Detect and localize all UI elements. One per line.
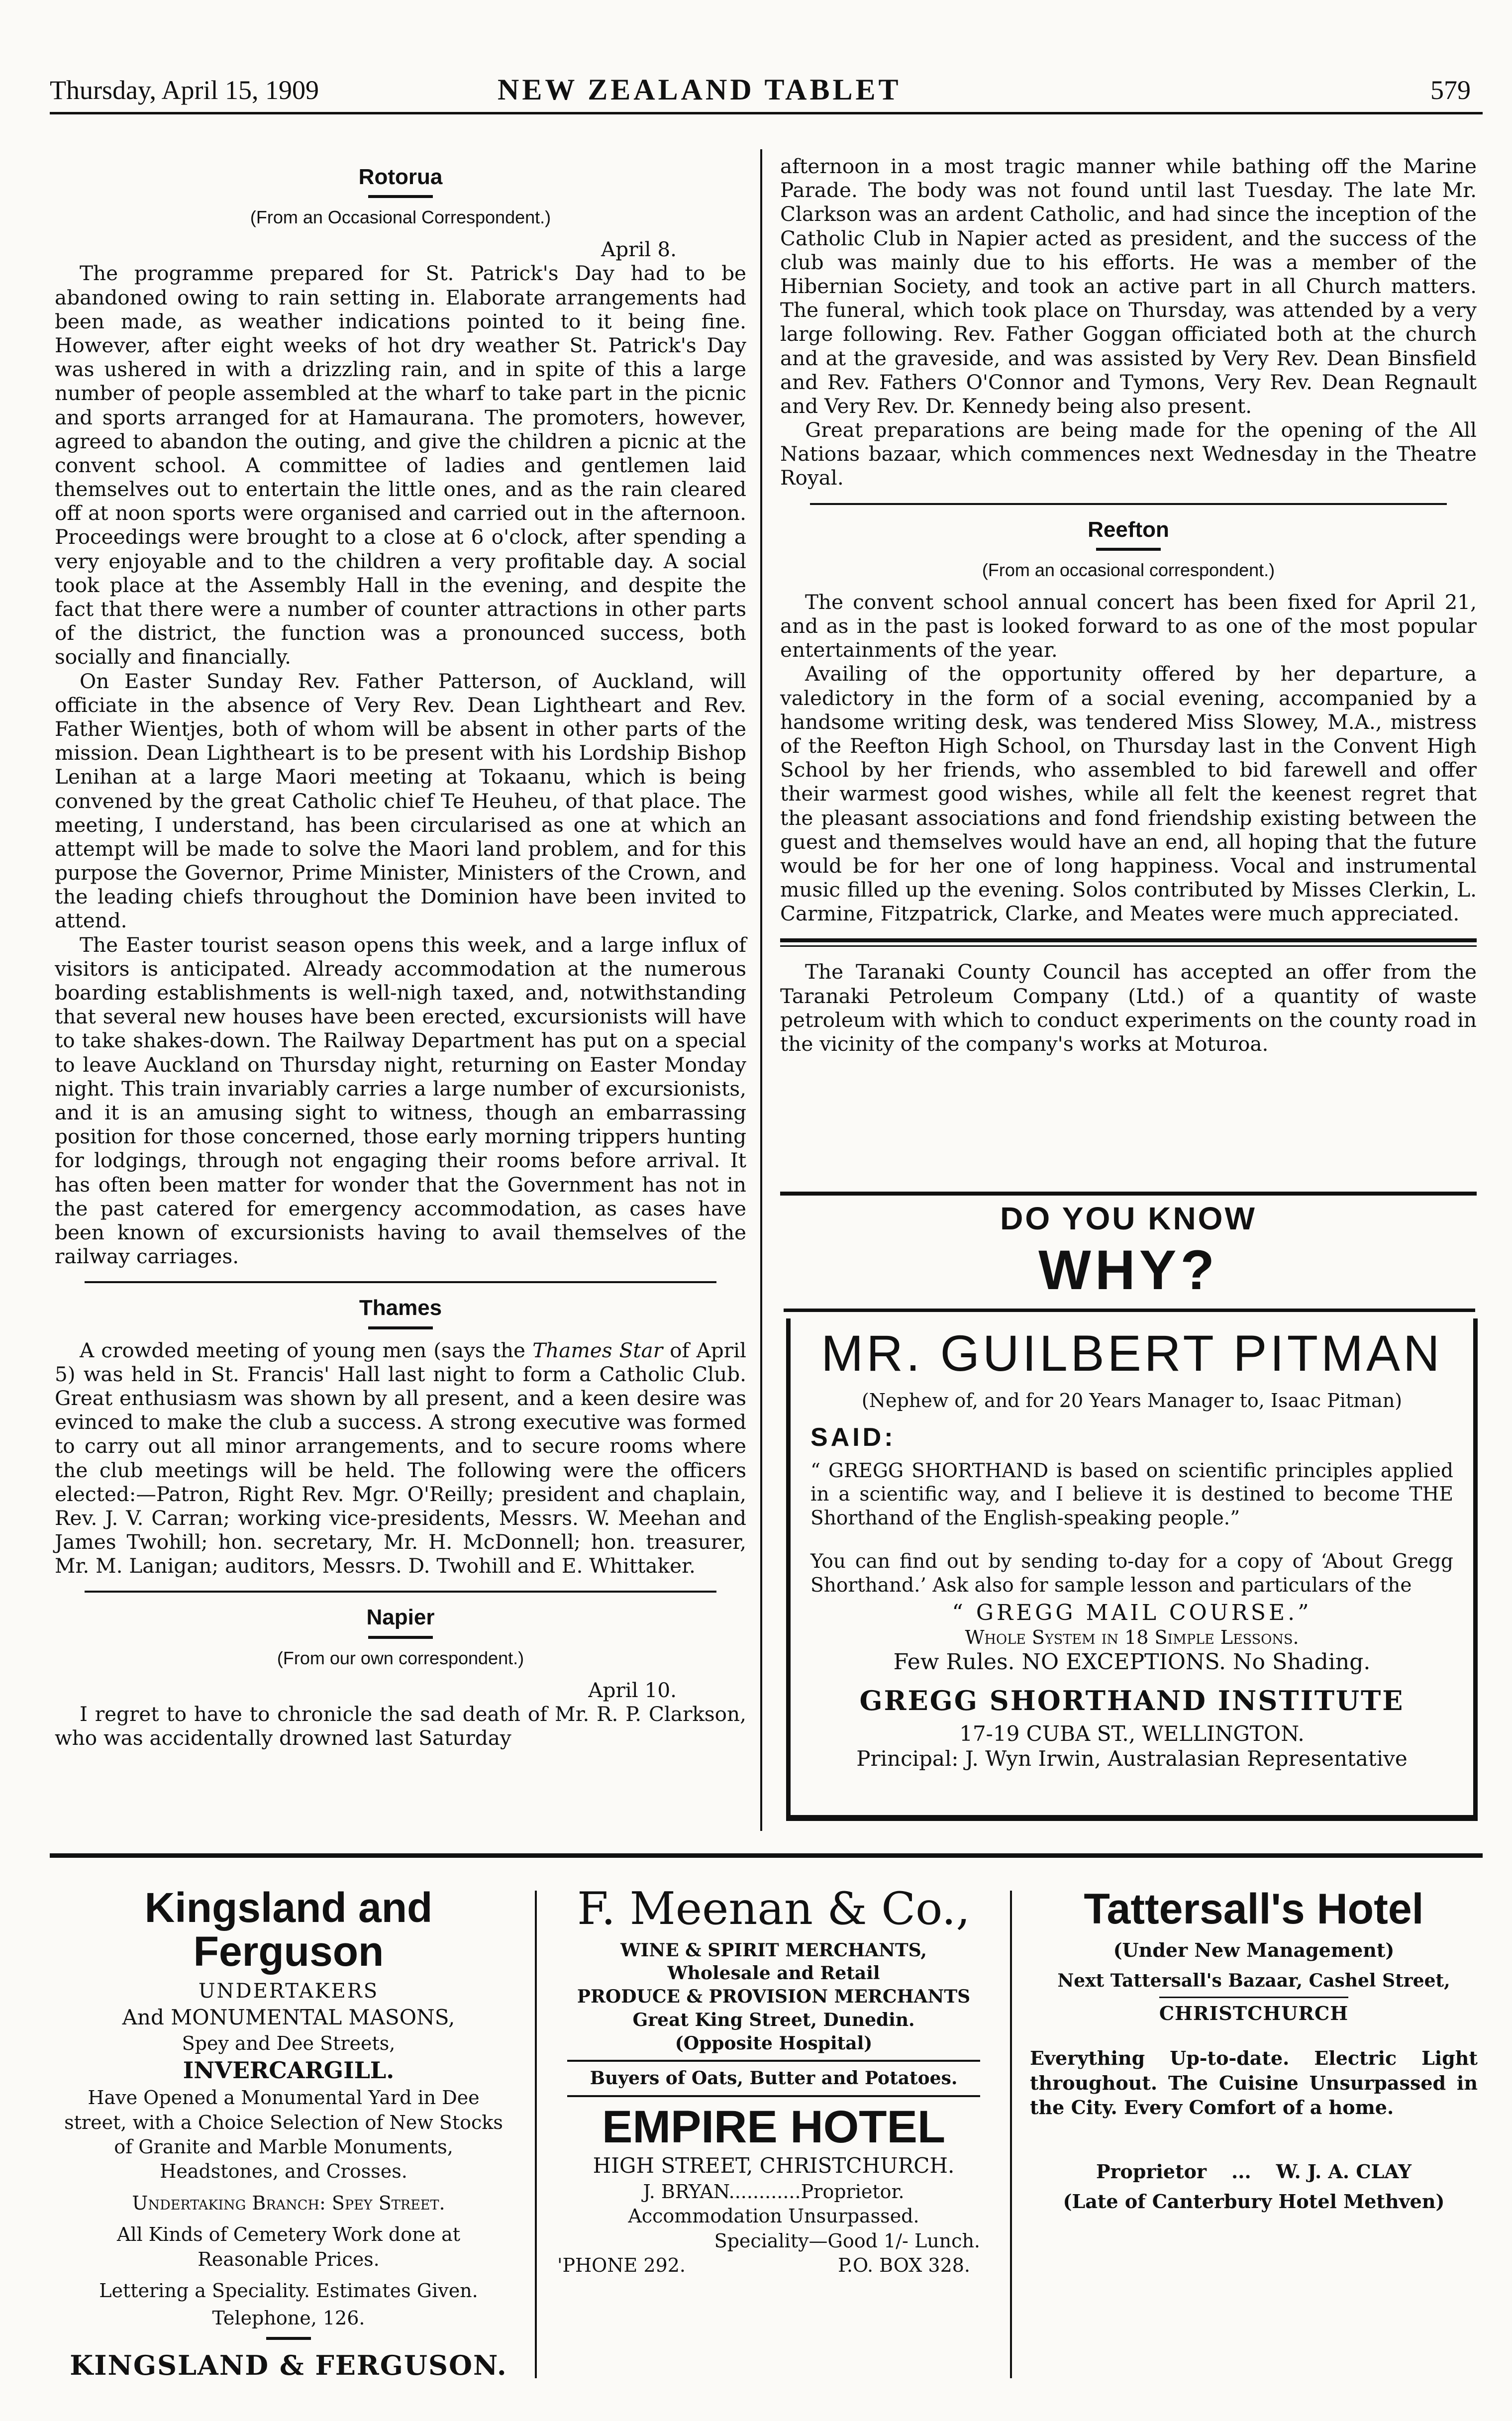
ads-top-rule bbox=[50, 1853, 1483, 1858]
kingsland-body: Have Opened a Monumental Yard in Dee street, with a Choice Selection of New Stocks of Granite and Marble Monuments, Headstones, and Crosses. bbox=[64, 2087, 503, 2183]
kingsland-rule bbox=[266, 2337, 311, 2340]
napier-paragraph-continued: afternoon in a most tragic manner while bathing off the Marine Parade. The body was not found until last Tuesday. The late Mr. Clarkson was an ardent Catholic, and had since the inception of the Catholic Club in Napier acted as president, and the success of the club was mainly due to his efforts. He was a member of the Hibernian Society, and took an active part in all Church matters. The funeral, which took place on Thursday, was attended by a very large following. Rev. Father Goggan officiated both at the church and at the graveside, and was assisted by Very Rev. Dean Binsfield and Rev. Fathers O'Connor and Tymons, Very Rev. Dean Regnault and Very Rev. Dr. Kennedy being also present. bbox=[780, 154, 1477, 418]
kingsland-masons: And MONUMENTAL MASONS, bbox=[122, 2005, 455, 2030]
institute-name: GREGG SHORTHAND INSTITUTE bbox=[859, 1684, 1405, 1716]
do-you-know: DO YOU KNOW bbox=[1000, 1201, 1257, 1236]
napier-source: (From our own correspondent.) bbox=[277, 1647, 524, 1668]
empire-street: HIGH STREET, CHRISTCHURCH. bbox=[593, 2153, 955, 2178]
tattersall-late: (Late of Canterbury Hotel Methven) bbox=[1063, 2190, 1445, 2213]
napier-heading: Napier bbox=[366, 1605, 435, 1630]
kingsland-undertakers: UNDERTAKERS bbox=[198, 1980, 379, 2003]
meenan-ad bbox=[547, 1883, 1000, 2278]
ad-top-rule bbox=[780, 1192, 1477, 1196]
empire-hotel-title: EMPIRE HOTEL bbox=[602, 2102, 946, 2153]
empire-contacts bbox=[547, 2253, 1000, 2278]
empire-phone: 'PHONE 292. bbox=[557, 2254, 686, 2277]
institute-principal: Principal: J. Wyn Irwin, Australasian Representative bbox=[856, 1746, 1408, 1771]
tattersall-management: (Under New Management) bbox=[1113, 1938, 1395, 1961]
ad-divider bbox=[535, 1891, 537, 2378]
pitman-said: SAID: bbox=[810, 1422, 896, 1452]
meenan-line: (Opposite Hospital) bbox=[675, 2032, 873, 2054]
section-separator bbox=[85, 1591, 716, 1593]
empire-accommodation: Accommodation Unsurpassed. bbox=[628, 2205, 919, 2227]
kingsland-footer: KINGSLAND & FERGUSON. bbox=[70, 2349, 507, 2381]
masthead-date: Thursday, April 15, 1909 bbox=[50, 75, 319, 105]
kingsland-cemetery: All Kinds of Cemetery Work done at Reasonable Prices. bbox=[116, 2223, 461, 2270]
kingsland-lettering: Lettering a Speciality. Estimates Given. bbox=[99, 2279, 478, 2302]
kingsland-branch: Undertaking Branch: Spey Street. bbox=[132, 2192, 445, 2214]
rotorua-paragraph: On Easter Sunday Rev. Father Patterson, of Auckland, will officiate in the absence of Very Rev. Dean Lightheart and Rev. Father Wientjes, both of whom will be absent in other parts of the mission. Dean Lightheart is to be present with his Lordship Bishop Lenihan at a large Maori meeting at Tokaanu, which is being convened by the great Catholic chief Te Heuheu, of that place. The meeting, I understand, has been circularised as one at which an attempt will be made to solve the Maori land problem, and for this purpose the Governor, Prime Minister, Ministers of the Crown, and the leading chiefs throughout the Dominion have been invited to attend. bbox=[55, 669, 746, 933]
institute-address: 17-19 CUBA ST., WELLINGTON. bbox=[959, 1721, 1305, 1746]
thames-text-end: of April 5) was held in St. Francis' Hall last night to form a Catholic Club. Great enthusiasm was shown by all present, and a keen desire was evinced to make the club a success. A strong executive was formed to carry out all minor arrangements, and to secure rooms where the club meetings will be held. The following were the officers elected:—Patron, Right Rev. Mgr. O'Reilly; president and chaplain, Rev. J. V. Carran; working vice-presidents, Messrs. W. Meehan and James Twohill; hon. secretary, Mr. H. McDonnell; hon. treasurer, Mr. M. Lanigan; auditors, Messrs. D. Twohill and E. Whittaker. bbox=[55, 1338, 746, 1578]
meenan-line: Buyers of Oats, Butter and Potatoes. bbox=[590, 2068, 958, 2089]
meenan-rule bbox=[567, 2060, 980, 2062]
whole-system: Whole System in 18 Simple Lessons. bbox=[965, 1626, 1299, 1649]
tattersall-dots: ... bbox=[1231, 2160, 1251, 2183]
meenan-line: Wholesale and Retail bbox=[667, 1963, 880, 1984]
thames-star-title: Thames Star bbox=[532, 1338, 663, 1362]
napier-paragraph: Great preparations are being made for the opening of the All Nations bazaar, which commences next Wednesday in the Theatre Royal. bbox=[780, 418, 1477, 490]
thames-heading: Thames bbox=[359, 1296, 442, 1320]
tattersall-body: Everything Up-to-date. Electric Light throughout. The Cuisine Unsurpassed in the City. Every Comfort of a home. bbox=[1030, 2047, 1478, 2118]
empire-proprietor: J. BRYAN............Proprietor. bbox=[643, 2181, 905, 2203]
left-column bbox=[55, 154, 746, 1750]
taranaki-paragraph: The Taranaki County Council has accepted an offer from the Taranaki Petroleum Company (Ltd.) of a quantity of waste petroleum with which to conduct experiments on the county road in the vicinity of the company's works at Moturoa. bbox=[780, 960, 1477, 1056]
reefton-heading: Reefton bbox=[1088, 517, 1169, 542]
rotorua-source: (From an Occasional Correspondent.) bbox=[250, 207, 551, 228]
meenan-title: F. Meenan & Co., bbox=[577, 1883, 970, 1935]
meenan-line: Great King Street, Dunedin. bbox=[632, 2009, 915, 2030]
kingsland-telephone: Telephone, 126. bbox=[212, 2307, 365, 2329]
thames-paragraph bbox=[55, 1338, 746, 1578]
kingsland-town: INVERCARGILL. bbox=[183, 2057, 395, 2084]
pitman-quote: “ GREGG SHORTHAND is based on scientific principles applied in a scientific way, and I believe it is destined to become THE Shorthand of the English-speaking people.” bbox=[810, 1459, 1453, 1529]
heading-rule bbox=[1096, 548, 1161, 551]
tattersalls-hotel-ad bbox=[1025, 1886, 1483, 2214]
kingsland-streets: Spey and Dee Streets, bbox=[182, 2032, 396, 2054]
reefton-source: (From an occasional correspondent.) bbox=[982, 559, 1275, 580]
mail-course: “ GREGG MAIL COURSE.” bbox=[952, 1600, 1312, 1626]
section-separator bbox=[85, 1281, 716, 1283]
tattersall-next: Next Tattersall's Bazaar, Cashel Street, bbox=[1057, 1970, 1450, 1991]
why-heading: WHY? bbox=[1038, 1239, 1218, 1301]
ad-rule bbox=[784, 1309, 1475, 1312]
rotorua-heading: Rotorua bbox=[358, 165, 443, 189]
rotorua-paragraph: The Easter tourist season opens this week, and a large influx of visitors is anticipated. Already accommodation at the numerous boarding establishments is well-nigh taxed, and, notwithstanding that several new houses have been erected, excursionists will have to take shakes-down. The Railway Department has put on a special to leave Auckland on Thursday night, returning on Easter Monday night. This train invariably carries a large number of excursionists, and it is an amusing sight to witness, though an embarrassing position for those concerned, those early morning trippers hunting for lodgings, through not engaging their rooms before arrival. It has often been matter for wonder that the Government has not in the past catered for emergency accommodation, as cases have been known of excursionists having to avail themselves of the railway carriages. bbox=[55, 932, 746, 1269]
meenan-line: PRODUCE & PROVISION MERCHANTS bbox=[577, 1986, 971, 2008]
meenan-line: WINE & SPIRIT MERCHANTS, bbox=[620, 1939, 927, 1961]
masthead-rule bbox=[50, 112, 1483, 114]
kingsland-ferguson-ad bbox=[55, 1886, 522, 2383]
column-divider bbox=[760, 149, 762, 1831]
gregg-shorthand-ad bbox=[786, 1318, 1478, 1821]
heading-rule bbox=[368, 195, 433, 198]
right-column bbox=[780, 154, 1477, 1056]
heading-rule bbox=[368, 1636, 433, 1639]
pitman-name: MR. GUILBERT PITMAN bbox=[821, 1325, 1443, 1382]
rotorua-paragraph: The programme prepared for St. Patrick's Day had to be abandoned owing to rain setting in. Elaborate arrangements had been made, as weather indications pointed to it being fine. However, after eight weeks of hot dry weather St. Patrick's Day was ushered in with a drizzling rain, and in spite of this a large number of people assembled at the wharf to take part in the picnic and sports arranged for at Hamaurana. The promoters, however, agreed to abandon the outing, and give the children a picnic at the convent school. A committee of ladies and gentlemen laid themselves out to entertain the little ones, and as the rain cleared off at noon sports were organised and carried out in the afternoon. Proceedings were brought to a close at 6 o'clock, after spending a very enjoyable and to the children a very profitable day. A social took place at the Assembly Hall in the evening, and despite the fact that there were a number of counter attractions in other parts of the district, the function was a pronounced success, both socially and financially. bbox=[55, 261, 746, 669]
pitman-nephew: (Nephew of, and for 20 Years Manager to, Isaac Pitman) bbox=[861, 1390, 1403, 1412]
meenan-rule bbox=[567, 2095, 980, 2097]
rotorua-date: April 8. bbox=[601, 237, 677, 262]
ad-divider bbox=[1010, 1891, 1012, 2378]
tattersall-proprietor-row bbox=[1025, 2159, 1483, 2184]
empire-box: P.O. BOX 328. bbox=[838, 2254, 970, 2277]
napier-date: April 10. bbox=[588, 1678, 677, 1702]
pitman-findout: You can find out by sending to-day for a copy of ‘About Gregg Shorthand.’ Ask also for sample lesson and particulars of the bbox=[810, 1550, 1453, 1597]
tattersall-title: Tattersall's Hotel bbox=[1084, 1885, 1424, 1933]
reefton-paragraph: The convent school annual concert has been fixed for April 21, and as in the past is looked forward to as one of the most popular entertainments of the year. bbox=[780, 590, 1477, 662]
few-rules: Few Rules. NO EXCEPTIONS. No Shading. bbox=[893, 1649, 1371, 1675]
tattersall-proprietor-label: Proprietor bbox=[1096, 2160, 1207, 2183]
thames-text-start: A crowded meeting of young men (says the bbox=[80, 1338, 533, 1362]
section-separator bbox=[780, 938, 1477, 947]
napier-paragraph: I regret to have to chronicle the sad death of Mr. R. P. Clarkson, who was accidentally drowned last Saturday bbox=[55, 1702, 746, 1750]
kingsland-title: Kingsland and Ferguson bbox=[144, 1884, 433, 1975]
section-separator bbox=[810, 503, 1447, 505]
heading-rule bbox=[368, 1326, 433, 1329]
reefton-paragraph: Availing of the opportunity offered by her departure, a valedictory in the form of a social evening, accompanied by a handsome writing desk, was tendered Miss Slowey, M.A., mistress of the Reefton High School, on Thursday last in the Convent High School by her friends, who assembled to bid farewell and offer their warmest good wishes, while all felt the keenest regret that the pleasant associations and fond friendship existing between the guest and themselves would have an end, all hoping that the future would be for her one of long happiness. Vocal and instrumental music filled up the evening. Solos contributed by Misses Clerkin, L. Carmine, Fitzpatrick, Clarke, and Meates were much appreciated. bbox=[780, 662, 1477, 926]
empire-speciality: Speciality—Good 1/- Lunch. bbox=[714, 2229, 980, 2252]
masthead-title: NEW ZEALAND TABLET bbox=[498, 73, 902, 106]
tattersall-city: CHRISTCHURCH bbox=[1159, 1997, 1348, 2025]
page-number: 579 bbox=[1430, 75, 1471, 105]
tattersall-proprietor-name: W. J. A. CLAY bbox=[1276, 2160, 1412, 2183]
